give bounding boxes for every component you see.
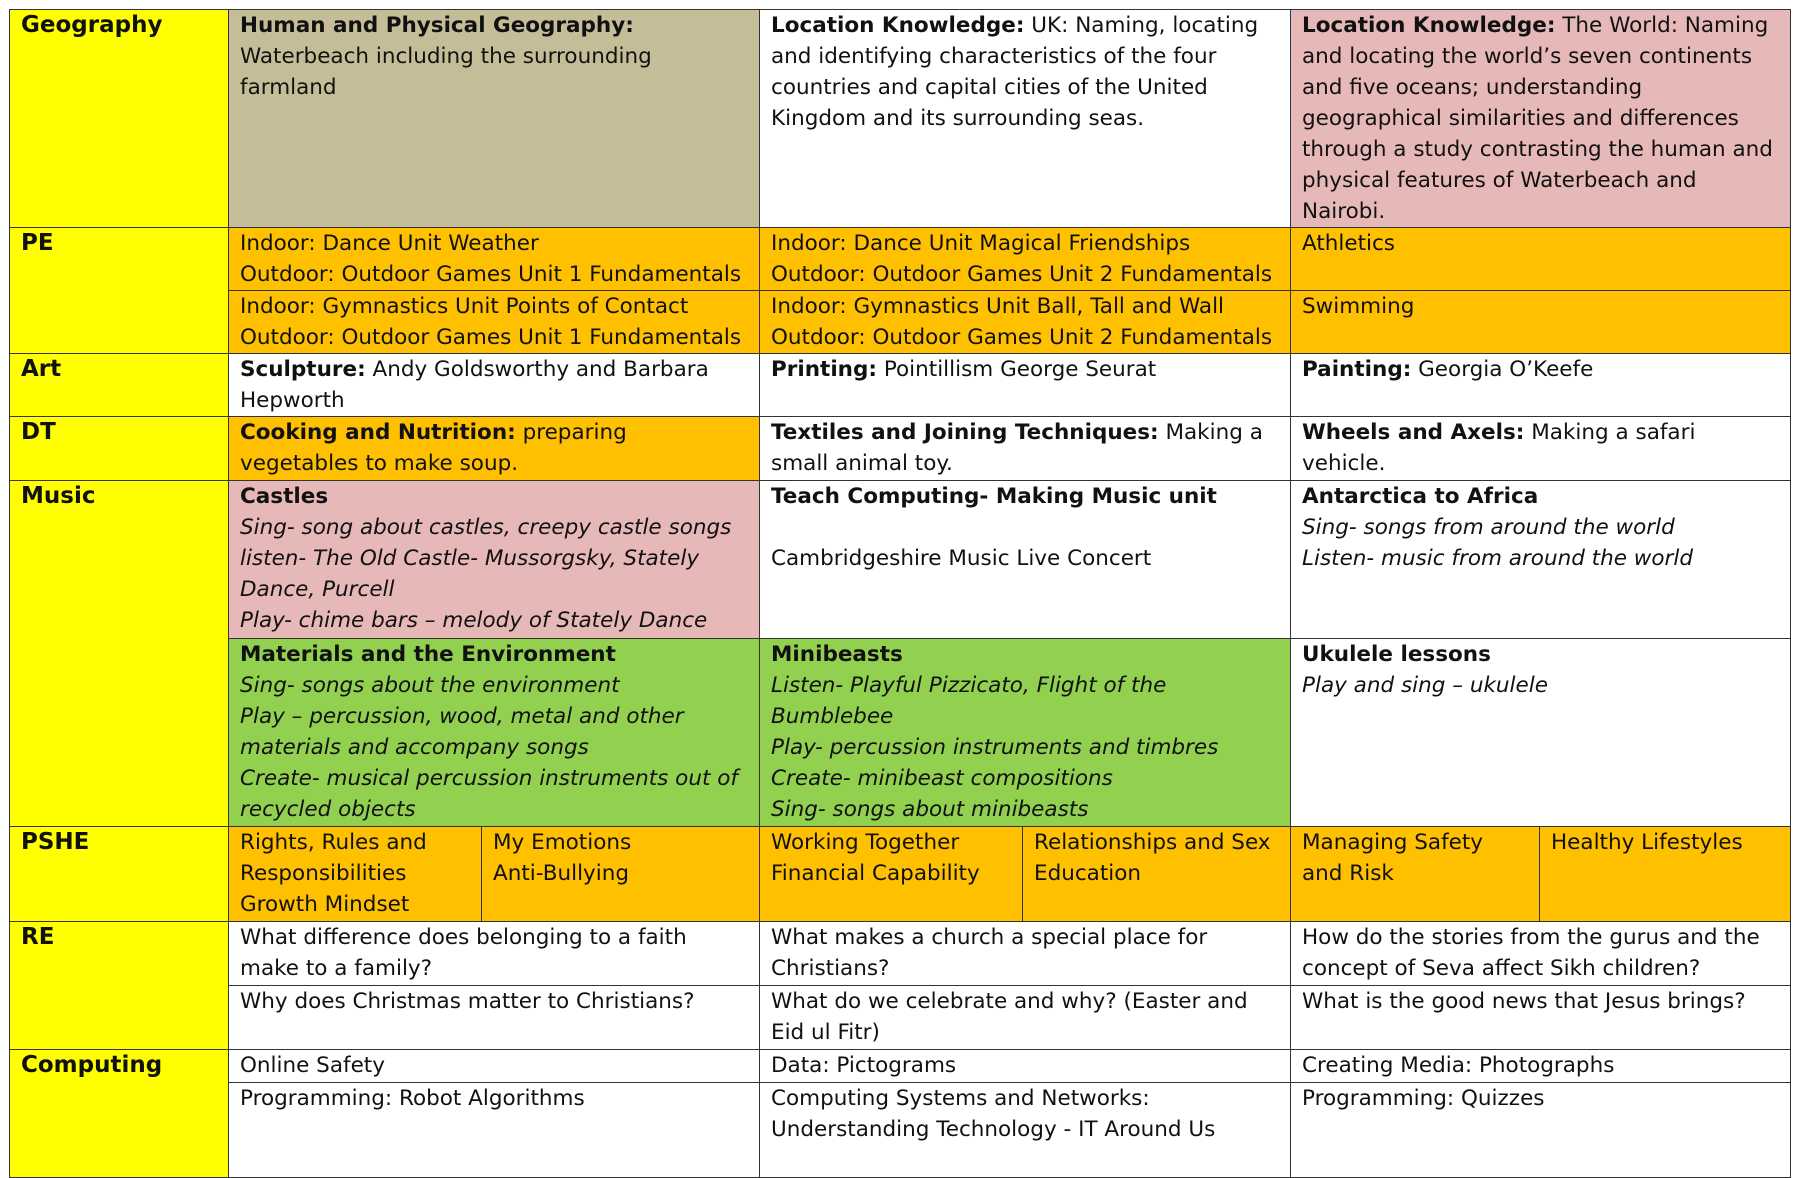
pe-autumn2-indoor: Indoor: Gymnastics Unit Points of Contact [240,294,689,319]
geography-summer-text: The World: Naming and locating the world’s seven continents and five oceans; understanding geographical similarities and differences through a study contrasting the human and physical features of Waterbeach and Nairobi. [1302,13,1773,224]
pshe-antibullying-text: Anti-Bullying [493,861,630,886]
subject-re: RE [10,922,229,1050]
art-summer-text: Georgia O’Keefe [1411,357,1594,382]
pe-spring1-outdoor: Outdoor: Outdoor Games Unit 2 Fundamentals [771,262,1273,287]
pe-autumn2-outdoor: Outdoor: Outdoor Games Unit 1 Fundamentals [240,325,742,350]
geography-spring-cell [760,10,1291,228]
music-materials-cell [229,639,760,827]
pe-row-2 [10,291,1791,354]
music-computing-cell [760,481,1291,639]
pshe-spring1-cell [760,827,1023,922]
pshe-autumn2-cell [482,827,760,922]
computing-row-1 [10,1050,1791,1083]
music-minibeasts-create: Create- minibeast compositions [771,766,1113,791]
dt-spring-text: Making a small animal toy. [771,420,1263,476]
subject-geography: Geography [10,10,229,228]
pe-spring2-outdoor: Outdoor: Outdoor Games Unit 2 Fundamentals [771,325,1273,350]
music-row-2 [10,639,1791,827]
re-spring1-cell: What makes a church a special place for Christians? [760,922,1291,986]
geography-summer-cell [1291,10,1791,228]
art-spring-text: Pointillism George Seurat [876,357,1157,382]
subject-dt: DT [10,417,229,481]
re-autumn1-cell: What difference does belonging to a faith make to a family? [229,922,760,986]
dt-autumn-text: preparing vegetables to make soup. [240,420,627,476]
subject-music: Music [10,481,229,827]
music-castles-listen: listen- The Old Castle- Mussorgsky, Stately Dance, Purcell [240,546,700,602]
art-spring-cell [760,354,1291,417]
pshe-spring2-cell [1023,827,1291,922]
art-summer-heading: Painting: [1302,357,1412,382]
music-minibeasts-title: Minibeasts [771,642,903,667]
pe-spring1-cell [760,228,1291,291]
music-castles-sing: Sing- song about castles, creepy castle songs [240,515,732,540]
art-spring-heading: Printing: [771,357,877,382]
pshe-emotions-text: My Emotions [493,830,632,855]
music-minibeasts-cell [760,639,1291,827]
geography-autumn-heading: Human and Physical Geography: [240,13,634,38]
pe-autumn1-outdoor: Outdoor: Outdoor Games Unit 1 Fundamentals [240,262,742,287]
art-autumn-text: Andy Goldsworthy and Barbara Hepworth [240,357,709,413]
pshe-safety-text: Managing Safety and Risk [1302,830,1484,886]
pe-autumn1-indoor: Indoor: Dance Unit Weather [240,231,539,256]
music-concert-text: Cambridgeshire Music Live Concert [771,546,1152,571]
music-ukulele-play: Play and sing – ukulele [1302,673,1548,698]
dt-autumn-heading: Cooking and Nutrition: [240,420,516,445]
music-materials-sing: Sing- songs about the environment [240,673,620,698]
pshe-autumn1-cell [229,827,482,922]
pshe-summer2-cell [1540,827,1791,922]
computing-summer1-cell: Creating Media: Photographs [1291,1050,1791,1083]
music-materials-title: Materials and the Environment [240,642,616,667]
music-antarctica-cell [1291,481,1791,639]
geography-row [10,10,1791,228]
music-castles-title: Castles [240,484,329,509]
dt-summer-cell [1291,417,1791,481]
geography-autumn-text: Waterbeach including the surrounding farmland [240,44,652,100]
geography-summer-heading: Location Knowledge: [1302,13,1556,38]
music-minibeasts-sing: Sing- songs about minibeasts [771,797,1089,822]
pshe-relationships-text: Relationships and Sex Education [1034,830,1271,886]
art-row [10,354,1791,417]
geography-spring-text: UK: Naming, locating and identifying characteristics of the four countries and capital cities of the United Kingdom and its surrounding seas. [771,13,1259,131]
re-summer1-cell: How do the stories from the gurus and the concept of Seva affect Sikh children? [1291,922,1791,986]
pe-summer2-cell: Swimming [1291,291,1791,354]
subject-art: Art [10,354,229,417]
re-row-1 [10,922,1791,986]
subject-computing: Computing [10,1050,229,1178]
dt-autumn-cell [229,417,760,481]
music-antarctica-sing: Sing- songs from around the world [1302,515,1675,540]
dt-row [10,417,1791,481]
dt-spring-heading: Textiles and Joining Techniques: [771,420,1159,445]
computing-spring2-cell: Computing Systems and Networks: Understanding Technology - IT Around Us [760,1083,1291,1178]
pe-autumn1-cell [229,228,760,291]
music-ukulele-cell [1291,639,1791,827]
pshe-financial-text: Financial Capability [771,861,980,886]
music-minibeasts-listen: Listen- Playful Pizzicato, Flight of the Bumblebee [771,673,1167,729]
pe-summer1-cell: Athletics [1291,228,1791,291]
computing-row-2 [10,1083,1791,1178]
geography-spring-heading: Location Knowledge: [771,13,1025,38]
music-antarctica-listen: Listen- music from around the world [1302,546,1693,571]
re-row-2 [10,986,1791,1050]
re-spring2-cell: What do we celebrate and why? (Easter and Eid ul Fitr) [760,986,1291,1050]
music-materials-play: Play – percussion, wood, metal and other materials and accompany songs [240,704,684,760]
subject-pe: PE [10,228,229,354]
geography-autumn-cell [229,10,760,228]
art-autumn-cell [229,354,760,417]
re-summer2-cell: What is the good news that Jesus brings? [1291,986,1791,1050]
curriculum-table [9,9,1791,1178]
computing-summer2-cell: Programming: Quizzes [1291,1083,1791,1178]
music-ukulele-title: Ukulele lessons [1302,642,1491,667]
dt-spring-cell [760,417,1291,481]
music-castles-cell [229,481,760,639]
pshe-rights-text: Rights, Rules and Responsibilities [240,830,427,886]
pshe-row [10,827,1791,922]
computing-autumn2-cell: Programming: Robot Algorithms [229,1083,760,1178]
music-materials-create: Create- musical percussion instruments out of recycled objects [240,766,738,822]
re-autumn2-cell: Why does Christmas matter to Christians? [229,986,760,1050]
music-computing-title: Teach Computing- Making Music unit [771,484,1217,509]
pe-spring2-cell [760,291,1291,354]
pe-spring1-indoor: Indoor: Dance Unit Magical Friendships [771,231,1191,256]
pshe-healthy-text: Healthy Lifestyles [1551,830,1743,855]
pshe-summer1-cell [1291,827,1540,922]
pe-autumn2-cell [229,291,760,354]
computing-spring1-cell: Data: Pictograms [760,1050,1291,1083]
computing-autumn1-cell: Online Safety [229,1050,760,1083]
pshe-working-text: Working Together [771,830,960,855]
pshe-growth-text: Growth Mindset [240,892,410,917]
music-row-1 [10,481,1791,639]
music-minibeasts-play: Play- percussion instruments and timbres [771,735,1219,760]
art-summer-cell [1291,354,1791,417]
music-castles-play: Play- chime bars – melody of Stately Dance [240,608,708,633]
subject-pshe: PSHE [10,827,229,922]
pe-spring2-indoor: Indoor: Gymnastics Unit Ball, Tall and Wall [771,294,1225,319]
art-autumn-heading: Sculpture: [240,357,366,382]
music-antarctica-title: Antarctica to Africa [1302,484,1539,509]
pe-row-1 [10,228,1791,291]
dt-summer-heading: Wheels and Axels: [1302,420,1525,445]
dt-summer-text: Making a safari vehicle. [1302,420,1696,476]
